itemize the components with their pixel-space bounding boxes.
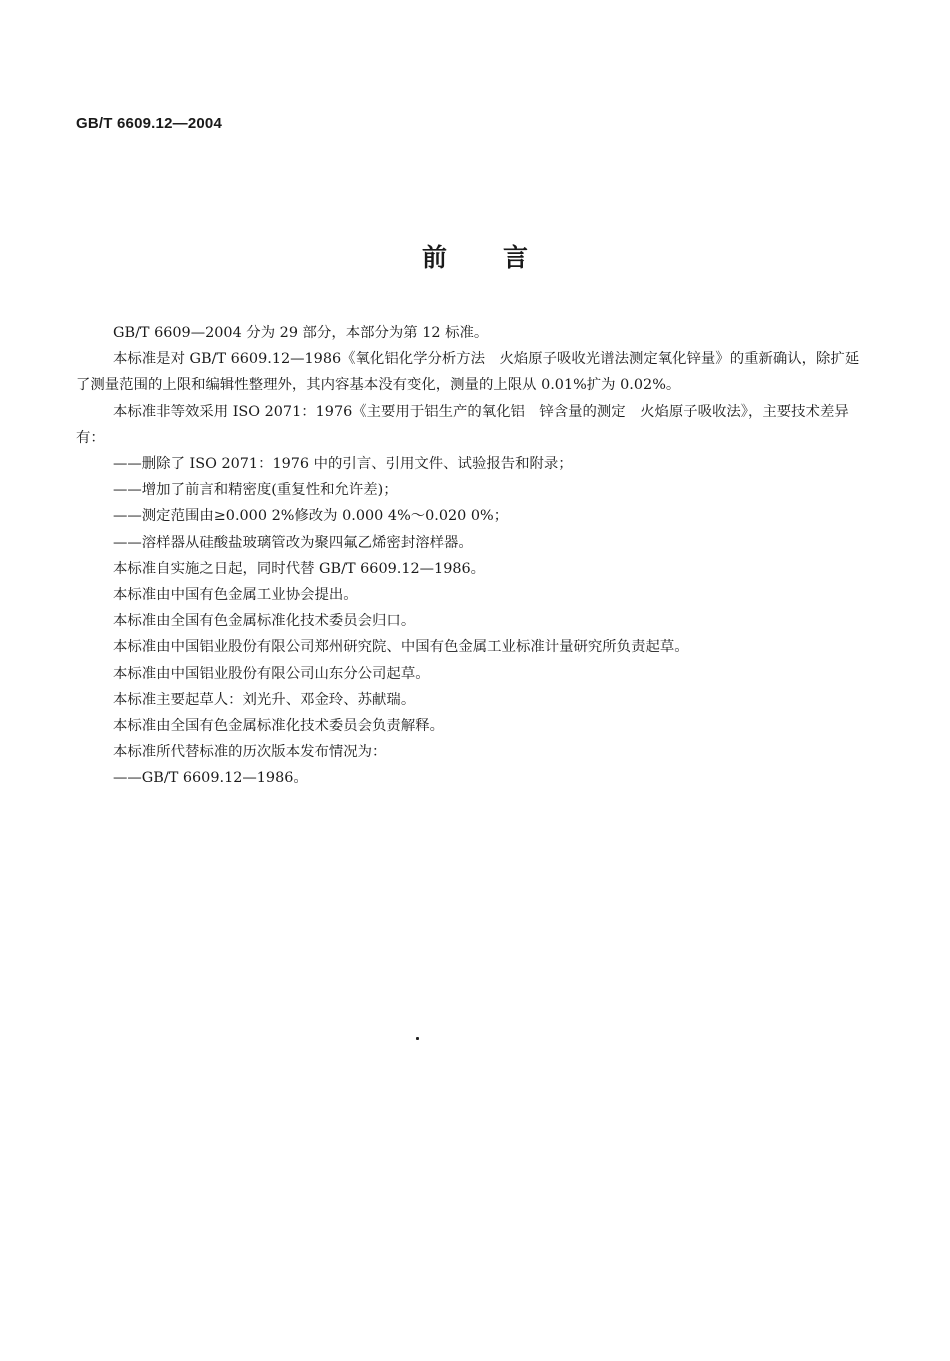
difference-item: ——增加了前言和精密度(重复性和允许差)；	[113, 482, 398, 499]
page-title: 前言	[421, 243, 584, 272]
foreword-body	[76, 320, 872, 792]
paragraph-parts: GB/T 6609—2004 分为 29 部分，本部分为第 12 标准。	[113, 325, 489, 341]
statement-replaces: 本标准自实施之日起，同时代替 GB/T 6609.12—1986。	[113, 560, 486, 577]
difference-item: ——测定范围由≥0.000 2%修改为 0.000 4%～0.020 0%；	[113, 508, 509, 525]
difference-item: ——删除了 ISO 2071：1976 中的引言、引用文件、试验报告和附录；	[113, 456, 573, 473]
paragraph-iso-adoption: 本标准非等效采用 ISO 2071：1976《主要用于铝生产的氧化铝 锌含量的测定 火焰原子吸收法》，主要技术差异有：	[76, 403, 849, 446]
statement-centralized-by: 本标准由全国有色金属标准化技术委员会归口。	[113, 613, 416, 630]
statement-co-drafted-by: 本标准由中国铝业股份有限公司山东分公司起草。	[113, 665, 430, 682]
standard-code-header: GB/T 6609.12—2004	[76, 115, 222, 132]
statement-drafted-by: 本标准由中国铝业股份有限公司郑州研究院、中国有色金属工业标准计量研究所负责起草。	[113, 639, 689, 656]
statement-drafters: 本标准主要起草人：刘光升、邓金玲、苏献瑞。	[113, 691, 416, 708]
difference-item: ——溶样器从硅酸盐玻璃管改为聚四氟乙烯密封溶样器。	[113, 534, 473, 551]
statement-interpreted-by: 本标准由全国有色金属标准化技术委员会负责解释。	[113, 718, 444, 735]
statement-proposed-by: 本标准由中国有色金属工业协会提出。	[113, 587, 358, 604]
history-item: ——GB/T 6609.12—1986。	[113, 770, 308, 787]
paragraph-reconfirmation: 本标准是对 GB/T 6609.12—1986《氧化铝化学分析方法 火焰原子吸收光谱法测定氧化锌量》的重新确认，除扩延了测量范围的上限和编辑性整理外，其内容基本没有变化，测量的上限从 0.01%扩为 0.02%。	[76, 351, 860, 394]
statement-history-intro: 本标准所代替标准的历次版本发布情况为：	[113, 744, 387, 761]
scan-speck	[416, 1037, 419, 1040]
